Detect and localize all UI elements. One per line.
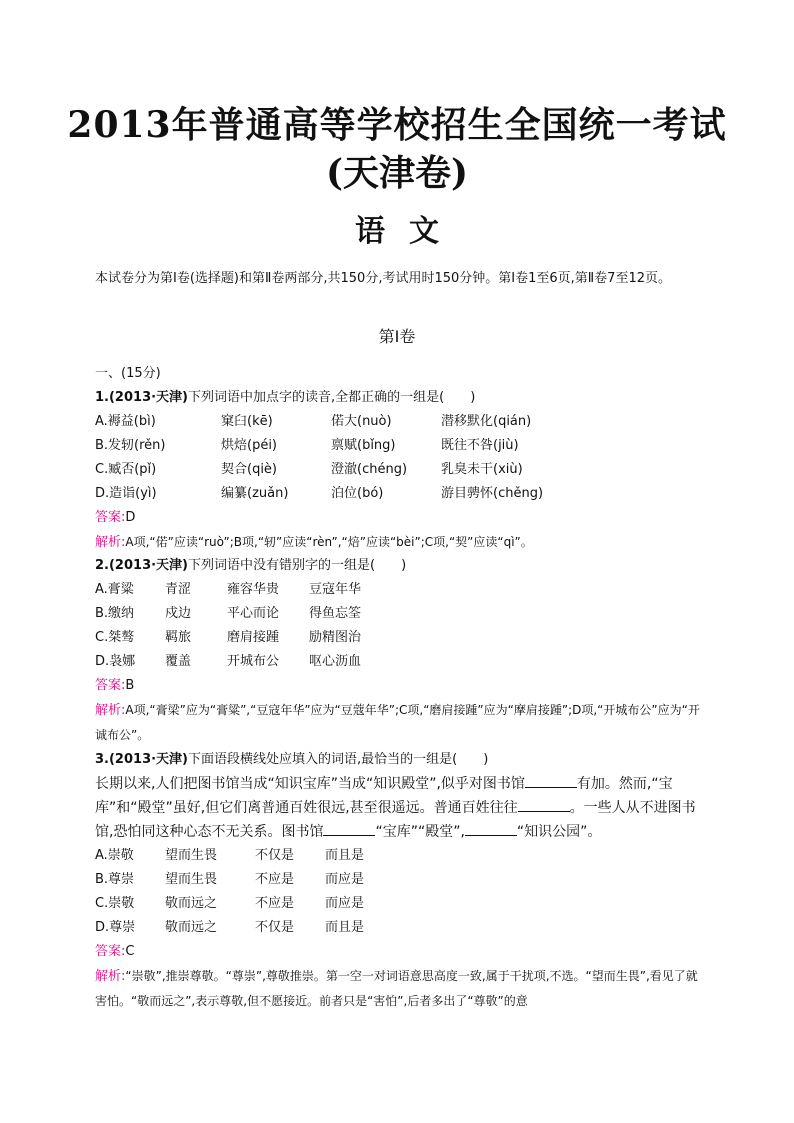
answer-value: B xyxy=(125,678,135,693)
q1-option-c: C.臧否(pǐ) 契合(qiè) 澄澈(chéng) 乳臭未干(xiù) xyxy=(95,462,523,477)
q3-explanation xyxy=(95,964,701,1014)
part-heading: 一、(15分) xyxy=(95,366,161,381)
q1-option-b: B.发轫(rěn) 烘焙(péi) 禀赋(bǐng) 既往不咎(jiù) xyxy=(95,438,519,453)
answer-label: 答案: xyxy=(95,678,126,693)
question-2-title xyxy=(95,554,701,578)
exam-subtitle: (天津卷) xyxy=(325,152,469,194)
answer-label: 答案: xyxy=(95,510,126,525)
question-3-title xyxy=(95,748,701,772)
explanation-text: A项,“膏梁”应为“膏粱”,“豆寇年华”应为“豆蔻年华”;C项,“磨肩接踵”应为“摩肩接踵”;D项,“开城布公”应为“开诚布公”。 xyxy=(95,703,700,742)
explanation-label: 解析: xyxy=(95,969,126,984)
fill-blank xyxy=(525,773,577,788)
answer-value: C xyxy=(125,944,135,959)
question-source: .(2013·天津) xyxy=(104,558,188,573)
explanation-label: 解析: xyxy=(95,535,126,550)
questions-body xyxy=(95,362,701,1014)
q2-option-c: C.桀骜 羁旅 磨肩接踵 励精图治 xyxy=(95,630,362,645)
q2-option-d: D.袅娜 覆盖 开城布公 呕心沥血 xyxy=(95,654,362,669)
q2-option-a: A.膏粱 青涩 雍容华贵 豆寇年华 xyxy=(95,582,362,597)
q2-answer xyxy=(95,674,701,698)
exam-title: 2013年普通高等学校招生全国统一考试 xyxy=(67,104,727,146)
q2-option-b: B.缴纳 戍边 平心而论 得鱼忘筌 xyxy=(95,606,362,621)
explanation-text: “崇敬”,推崇尊敬。“尊崇”,尊敬推崇。第一空一对词语意思高度一致,属于干扰项,不选。“望而生畏”,看见了就害怕。“敬而远之”,表示尊敬,但不愿接近。前者只是“害怕”,后者多出了“尊敬”的意 xyxy=(95,969,698,1008)
intro-paragraph: 本试卷分为第Ⅰ卷(选择题)和第Ⅱ卷两部分,共150分,考试用时150分钟。第Ⅰ卷1至6页,第Ⅱ卷7至12页。 xyxy=(95,271,671,286)
explanation-text: A项,“偌”应读“ruò”;B项,“轫”应读“rèn”,“焙”应读“bèi”;C项,“契”应读“qì”。 xyxy=(125,535,533,549)
question-source: .(2013·天津) xyxy=(104,752,188,767)
q3-option-c: C.崇敬 敬而远之 不应是 而应是 xyxy=(95,896,365,911)
explanation-label: 解析: xyxy=(95,703,126,718)
question-text: 下列词语中没有错别字的一组是( ) xyxy=(188,558,407,573)
q1-option-d: D.造诣(yì) 编纂(zuǎn) 泊位(bó) 游目骋怀(chěng) xyxy=(95,486,544,501)
q3-passage: 长期以来,人们把图书馆当成“知识宝库”当成“知识殿堂”,似乎对图书馆 有加。然而,“宝库”和“殿堂”虽好,但它们离普通百姓很远,甚至很遥远。普通百姓往往 。一些人从不进图书馆,恐怕同这种心态不无关系。图书馆 “宝库”“殿堂”, “知识公园”。 xyxy=(95,772,701,844)
q3-answer xyxy=(95,940,701,964)
question-source: .(2013·天津) xyxy=(104,390,188,405)
q2-explanation xyxy=(95,698,701,748)
section-heading: 第Ⅰ卷 xyxy=(378,327,416,346)
question-number: 3 xyxy=(95,752,105,767)
q3-option-b: B.尊崇 望而生畏 不应是 而应是 xyxy=(95,872,365,887)
question-text: 下面语段横线处应填入的词语,最恰当的一组是( ) xyxy=(188,752,489,767)
fill-blank xyxy=(518,797,570,812)
question-number: 2 xyxy=(95,558,105,573)
q3-option-a: A.崇敬 望而生畏 不仅是 而且是 xyxy=(95,848,365,863)
answer-value: D xyxy=(125,510,136,525)
question-number: 1 xyxy=(95,390,105,405)
q1-answer xyxy=(95,506,701,530)
question-1-title xyxy=(95,386,701,410)
answer-label: 答案: xyxy=(95,944,126,959)
subject-heading: 语文 xyxy=(355,214,463,249)
q1-option-a: A.褥益(bì) 窠臼(kē) 偌大(nuò) 潜移默化(qián) xyxy=(95,414,532,429)
fill-blank xyxy=(465,821,517,836)
q1-explanation xyxy=(95,530,701,554)
fill-blank xyxy=(323,821,375,836)
q3-option-d: D.尊崇 敬而远之 不仅是 而且是 xyxy=(95,920,365,935)
question-text: 下列词语中加点字的读音,全都正确的一组是( ) xyxy=(188,390,476,405)
